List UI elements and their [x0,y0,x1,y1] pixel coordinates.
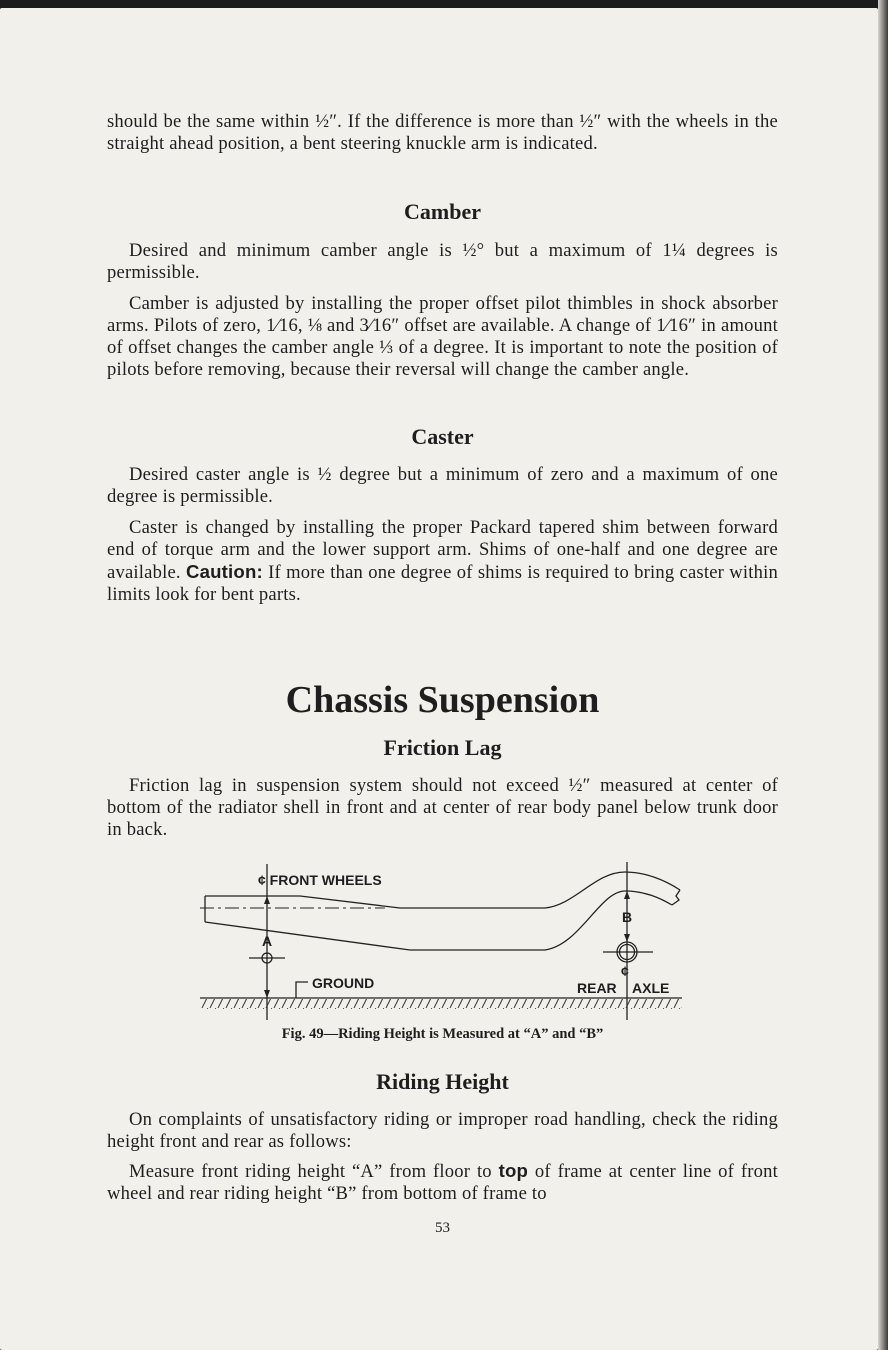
riding-text: Measure front riding height “A” from floor to [129,1161,492,1182]
label-a: A [262,933,273,949]
ground-label: GROUND [312,975,375,991]
caster-text: Caster is changed by installing the proper Packard tapered shim between forward end of torque arm and the lower support arm. Shims of one-half and one degree are available. [107,517,778,583]
figure-caption: Fig. 49—Riding Height is Measured at “A” and “B” [281,1026,604,1042]
rear-label: REAR [577,980,617,996]
rear-axle-centerline-symbol: ¢ [621,963,629,979]
paragraph-friction-lag: Friction lag in suspension system should not exceed ½″ measured at center of bottom of the radiator shell in front and at center of rear body panel below trunk door in back. [107,775,778,840]
paragraph-riding-1: On complaints of unsatisfactory riding or improper road handling, check the riding height front and rear as follows: [107,1109,778,1152]
heading-camber: Camber [404,199,481,224]
caution-label: Caution: [185,561,263,582]
heading-riding-height: Riding Height [376,1069,509,1094]
section-title: Chassis Suspension [285,679,600,721]
paragraph-steering: should be the same within ½″. If the difference is more than ½″ with the wheels in the straight ahead position, a bent steering knuckle arm is indicated. [107,111,778,154]
riding-text-end: of frame at center line of front wheel and rear riding height “B” from bottom of frame to [107,1161,778,1204]
top-emphasis: top [498,1160,529,1181]
paragraph-riding-2 [107,1160,778,1205]
paragraph-camber-1: Desired and minimum camber angle is ½° but a maximum of 1¼ degrees is permissible. [107,240,778,283]
label-b: B [622,909,633,925]
paragraph-camber-2: Camber is adjusted by installing the proper offset pilot thimbles in shock absorber arms. Pilots of zero, 1⁄16, ⅛ and 3⁄16″ offset are available. A change of 1⁄16″ in amount of offset changes the camber angle ⅓ of a degree. It is important to note the position of pilots before removing, because their reversal will change the camber angle. [107,293,778,380]
axle-label: AXLE [632,980,670,996]
heading-caster: Caster [411,424,474,449]
caster-text-end: If more than one degree of shims is required to bring caster within limits look for bent parts. [107,562,778,605]
frame-bottom-line [205,891,672,950]
page-number: 53 [435,1220,450,1236]
front-wheels-label: ¢ FRONT WHEELS [258,872,382,888]
heading-friction-lag: Friction Lag [383,735,502,760]
paragraph-caster-1: Desired caster angle is ½ degree but a minimum of zero and a maximum of one degree is permissible. [107,464,778,507]
